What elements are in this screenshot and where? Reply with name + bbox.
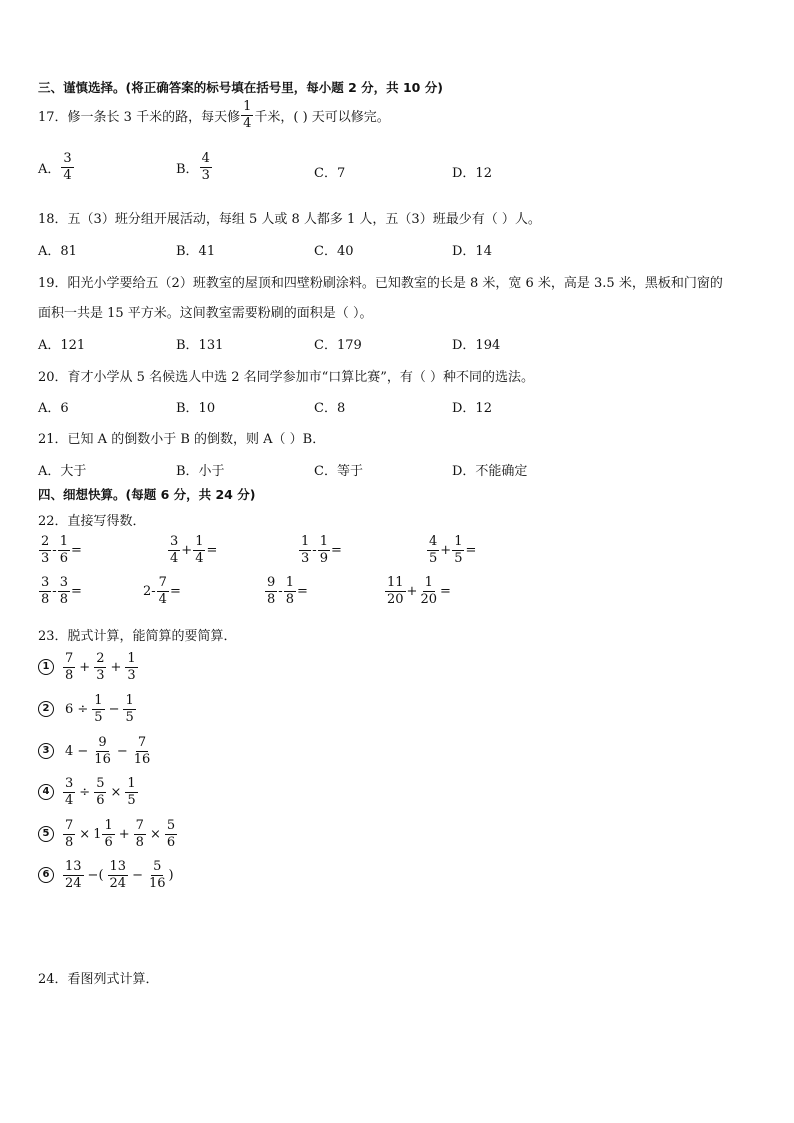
e3-op: -	[312, 542, 317, 558]
e7-eq: =	[296, 583, 308, 599]
question-23: 23．脱式计算，能简算的要简算．	[38, 629, 237, 644]
circled-number-5: 5	[38, 826, 54, 842]
ex4-op2: ×	[110, 784, 122, 800]
ex5-b-den: 8	[135, 834, 144, 850]
q22-expression-2	[167, 535, 217, 565]
e2-d2: 4	[195, 550, 204, 566]
section-4-title: 四、细想快算。(每题 6 分，共 24 分)	[38, 487, 256, 502]
e8-op: +	[406, 583, 418, 599]
ex1-a-den: 8	[65, 667, 74, 683]
ex4-a-den: 4	[65, 792, 74, 808]
ex4-c-den: 5	[127, 792, 136, 808]
ex4-a-num: 3	[65, 776, 74, 791]
q18-option-a: A．81	[38, 244, 77, 259]
ex1-a-num: 7	[65, 651, 74, 666]
q20-option-d: D．12	[452, 401, 492, 416]
e5-d2: 8	[59, 591, 68, 607]
q22-expression-4	[426, 535, 476, 565]
question-20: 20．育才小学从 5 名候选人中选 2 名同学参加市“口算比赛”，有（ ）种不同的选法。	[38, 370, 535, 385]
ex6-b-num: 13	[109, 859, 127, 874]
q22-expression-7	[264, 576, 308, 606]
e2-eq: =	[206, 542, 218, 558]
q19-option-c: C．179	[314, 338, 362, 353]
q19-option-b: B．131	[176, 338, 224, 353]
e8-d2: 20	[420, 591, 437, 607]
ex4-b-den: 6	[96, 792, 105, 808]
ex1-op2: +	[110, 659, 122, 675]
e3-d1: 3	[301, 550, 310, 566]
ex5-b-num: 7	[135, 818, 144, 833]
q17-a-label: A．	[38, 161, 61, 177]
e8-n1: 11	[387, 575, 404, 590]
q20-option-b: B．10	[176, 401, 216, 416]
e7-d1: 8	[267, 591, 276, 607]
q22-expression-1	[38, 535, 82, 565]
ex6-close: )	[168, 867, 174, 883]
circled-number-6: 6	[38, 867, 54, 883]
ex4-op1: ÷	[79, 784, 91, 800]
q17-a-fraction	[61, 152, 73, 182]
ex2-c-den: 5	[125, 709, 134, 725]
q21-option-a: A．大于	[38, 464, 87, 479]
q17-option-d: D．12	[452, 166, 492, 181]
ex5-mixed-whole: 1	[93, 826, 102, 842]
ex5-a-den: 8	[65, 834, 74, 850]
e1-d2: 6	[59, 550, 68, 566]
question-19-line-1: 19．阳光小学要给五（2）班教室的屋顶和四壁粉刷涂料。已知教室的长是 8 米，宽 6 米，高是 3.5 米，黑板和门窗的	[38, 276, 723, 291]
e4-n1: 4	[429, 534, 438, 549]
ex6-op1: −(	[87, 867, 104, 883]
ex3-c-num: 7	[137, 735, 147, 750]
ex2-b-den: 5	[94, 709, 103, 725]
q17-b-num: 4	[201, 151, 210, 166]
ex5-a-num: 7	[65, 818, 74, 833]
ex3-op2: −	[116, 743, 128, 759]
q18-option-c: C．40	[314, 244, 354, 259]
ex4-c-num: 1	[127, 776, 136, 791]
question-22: 22．直接写得数．	[38, 514, 146, 529]
ex4-b-num: 5	[96, 776, 105, 791]
ex6-a-den: 24	[65, 875, 82, 891]
question-21: 21．已知 A 的倒数小于 B 的倒数，则 A（ ）B．	[38, 432, 326, 447]
e2-d1: 4	[170, 550, 179, 566]
question-24: 24．看图列式计算．	[38, 972, 159, 987]
q23-item-2	[38, 694, 137, 724]
q22-expression-5	[38, 576, 82, 606]
circled-number-3: 3	[38, 743, 54, 759]
question-17	[38, 100, 390, 130]
q17-b-label: B．	[176, 161, 199, 177]
ex5-mixed-number	[93, 819, 116, 849]
ex2-op2: −	[108, 701, 120, 717]
q17-b-den: 3	[201, 167, 210, 183]
ex6-c-num: 5	[153, 859, 162, 874]
ex1-b-num: 2	[96, 651, 105, 666]
q21-option-b: B．小于	[176, 464, 225, 479]
ex1-c-den: 3	[127, 667, 136, 683]
q17-text-pre: 17．修一条长 3 千米的路，每天修	[38, 109, 241, 125]
e1-d1: 3	[41, 550, 50, 566]
ex6-c-den: 16	[148, 875, 166, 891]
e5-n1: 3	[41, 575, 50, 590]
q17-text-post: 千米，( ) 天可以修完。	[254, 109, 390, 125]
q17-option-c: C．7	[314, 166, 346, 181]
q21-option-c: C．等于	[314, 464, 363, 479]
e1-eq: =	[70, 542, 82, 558]
e3-n2: 1	[319, 534, 328, 549]
e5-n2: 3	[59, 575, 68, 590]
ex1-op1: +	[79, 659, 91, 675]
q17-frac-num: 1	[243, 99, 252, 114]
q22-expression-3	[298, 535, 342, 565]
q17-b-fraction	[200, 152, 212, 182]
q17-a-num: 3	[63, 151, 72, 166]
ex3-pre: 4 −	[65, 743, 89, 759]
e2-n1: 3	[170, 534, 179, 549]
ex3-c-den: 16	[133, 751, 151, 767]
q17-option-a	[38, 152, 75, 182]
ex6-a-num: 13	[65, 859, 82, 874]
e6-n1: 7	[158, 575, 167, 590]
e1-op: -	[52, 542, 57, 558]
ex2-pre: 6 ÷	[65, 701, 89, 717]
ex3-b-num: 9	[98, 735, 107, 750]
e2-op: +	[181, 542, 193, 558]
q17-frac-den: 4	[243, 115, 252, 131]
q17-a-den: 4	[63, 167, 72, 183]
ex5-op1: ×	[79, 826, 91, 842]
ex6-op2: −	[132, 867, 143, 883]
q20-option-c: C．8	[314, 401, 346, 416]
ex5-mixed-den: 6	[104, 834, 113, 850]
ex6-b-den: 24	[109, 875, 127, 891]
e4-d2: 5	[454, 550, 463, 566]
ex5-op3: ×	[149, 826, 161, 842]
q23-item-5	[38, 819, 178, 849]
e4-n2: 1	[454, 534, 463, 549]
q19-option-d: D．194	[452, 338, 501, 353]
e7-n1: 9	[267, 575, 276, 590]
e5-eq: =	[70, 583, 82, 599]
e8-d1: 20	[387, 591, 404, 607]
e3-n1: 1	[301, 534, 310, 549]
e3-eq: =	[330, 542, 342, 558]
circled-number-4: 4	[38, 784, 54, 800]
q21-option-d: D．不能确定	[452, 464, 528, 479]
e4-eq: =	[465, 542, 477, 558]
q23-item-3	[38, 736, 153, 766]
question-18: 18．五（3）班分组开展活动，每组 5 人或 8 人都多 1 人，五（3）班最少有（ ）人。	[38, 212, 541, 227]
ex5-mixed-num: 1	[104, 818, 113, 833]
e5-op: -	[52, 583, 57, 599]
q19-option-a: A．121	[38, 338, 86, 353]
ex2-b-num: 1	[94, 693, 103, 708]
ex5-op2: +	[118, 826, 130, 842]
ex5-c-den: 6	[166, 834, 176, 850]
ex1-b-den: 3	[96, 667, 105, 683]
e7-d2: 8	[285, 591, 294, 607]
q23-item-1	[38, 652, 139, 682]
ex5-c-num: 5	[166, 818, 176, 833]
ex3-b-den: 16	[94, 751, 111, 767]
e4-op: +	[440, 542, 452, 558]
q18-option-d: D．14	[452, 244, 492, 259]
q22-expression-6	[143, 576, 181, 606]
e1-n2: 1	[59, 534, 68, 549]
q17-option-b	[176, 152, 213, 182]
ex2-c-num: 1	[125, 693, 134, 708]
circled-number-2: 2	[38, 701, 54, 717]
q18-option-b: B．41	[176, 244, 216, 259]
ex1-c-num: 1	[127, 651, 136, 666]
e2-n2: 1	[195, 534, 204, 549]
q23-item-4	[38, 777, 139, 807]
e6-pre: 2-	[143, 583, 156, 599]
circled-number-1: 1	[38, 659, 54, 675]
q17-fraction	[241, 100, 253, 130]
e7-op: -	[278, 583, 283, 599]
q23-item-6	[38, 860, 174, 890]
e6-d1: 4	[158, 591, 167, 607]
section-3-title: 三、谨慎选择。(将正确答案的标号填在括号里，每小题 2 分，共 10 分)	[38, 80, 443, 95]
q22-expression-8	[384, 576, 451, 606]
e4-d1: 5	[429, 550, 438, 566]
e8-n2: 1	[424, 575, 433, 590]
e6-eq: =	[169, 583, 181, 599]
e7-n2: 1	[285, 575, 294, 590]
e8-eq: =	[440, 583, 451, 599]
e3-d2: 9	[319, 550, 328, 566]
question-19-line-2: 面积一共是 15 平方米。这间教室需要粉刷的面积是（ ）。	[38, 306, 373, 321]
e1-n1: 2	[41, 534, 50, 549]
q20-option-a: A．6	[38, 401, 69, 416]
e5-d1: 8	[41, 591, 50, 607]
